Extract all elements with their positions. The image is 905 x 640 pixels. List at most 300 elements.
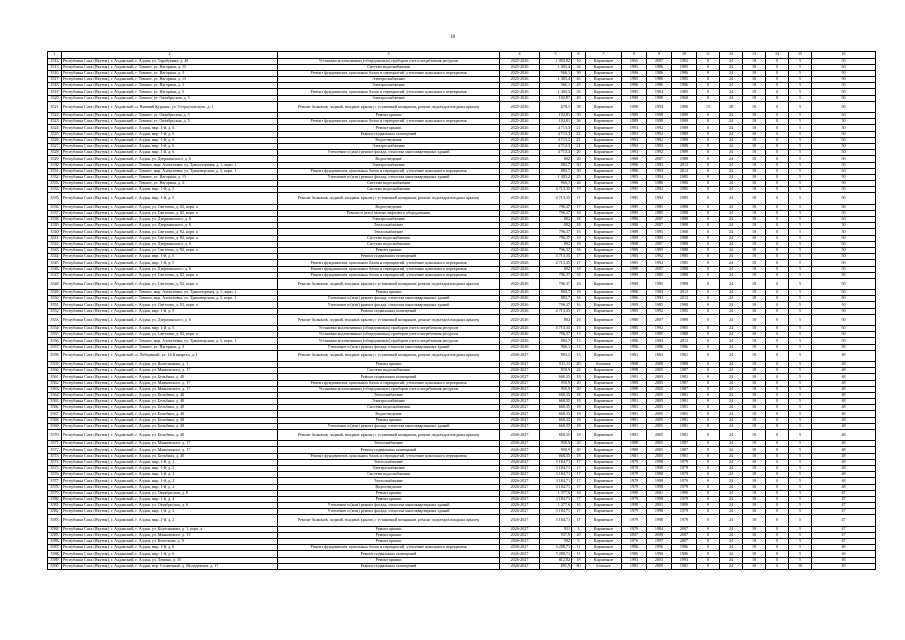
column-16-value: 50 bbox=[812, 58, 876, 64]
column-12-value: 24 bbox=[720, 308, 743, 314]
column-13-value: 18 bbox=[743, 332, 766, 338]
year-last-repair: 1989 bbox=[672, 131, 697, 137]
row-number: 3589 bbox=[48, 557, 62, 563]
cost-value: 4 713,3 bbox=[540, 125, 572, 131]
column-14-value: 0 bbox=[766, 350, 789, 361]
cost-value: 993,2 bbox=[540, 350, 572, 361]
house-address: Республика Саха (Якутия), г. Алданский, г. Алдан, ул. Дзержинского, д. 6 bbox=[62, 223, 278, 229]
year-commissioned: 2005 bbox=[647, 374, 672, 380]
column-16-value: 48 bbox=[812, 465, 876, 471]
column-6-value: 20 bbox=[572, 361, 586, 367]
column-14-value: 0 bbox=[766, 332, 789, 338]
column-12-value: 24 bbox=[720, 58, 743, 64]
house-address: Республика Саха (Якутия), г. Алданский, г. Алдан, мкр. 1-й, д. 2 bbox=[62, 472, 278, 478]
column-14-value: 0 bbox=[766, 496, 789, 502]
repair-work-type: Электроснабжение bbox=[278, 162, 500, 168]
column-number: 5 bbox=[540, 52, 572, 59]
row-number: 3570 bbox=[48, 430, 62, 441]
cost-value: 812,82 bbox=[540, 557, 572, 563]
repair-work-type: Ремонт балконов, лоджий, входных крылец с установкой козырьков, ремонт подъездов входных крылец bbox=[278, 314, 500, 325]
column-14-value: 0 bbox=[766, 272, 789, 278]
year-last-repair: 1981 bbox=[672, 411, 697, 417]
repair-period: 2025-2026 bbox=[500, 210, 540, 216]
column-12-value: 24 bbox=[720, 405, 743, 411]
column-11-value: 0 bbox=[697, 193, 720, 204]
column-15-value: 5 bbox=[789, 539, 812, 545]
year-built: 1979 bbox=[622, 459, 647, 465]
row-number: 3529 bbox=[48, 156, 62, 162]
house-address: Республика Саха (Якутия), г. Алданский, г. Алдан, ул. Кочеткова, д. 9 bbox=[62, 539, 278, 545]
house-address: Республика Саха (Якутия), г. Алданский, г. Алдан, мкр. 1-й, д. 2 bbox=[62, 459, 278, 465]
column-14-value: 0 bbox=[766, 204, 789, 210]
year-commissioned: 1998 bbox=[647, 119, 672, 125]
repair-period: 2025-2026 bbox=[500, 181, 540, 187]
year-built: 1988 bbox=[622, 314, 647, 325]
wall-material: Кирпичное bbox=[586, 399, 622, 405]
column-12-value: 24 bbox=[720, 503, 743, 509]
repair-work-type: Ремонт подвальных помещений bbox=[278, 254, 500, 260]
row-number: 3571 bbox=[48, 441, 62, 447]
year-commissioned: 1986 bbox=[647, 344, 672, 350]
year-last-repair: 1993 bbox=[672, 557, 697, 563]
year-commissioned: 2005 bbox=[647, 405, 672, 411]
column-15-value: 5 bbox=[789, 204, 812, 210]
wall-material: Кирпичное bbox=[586, 77, 622, 83]
house-address: Республика Саха (Якутия), г. Алданский, г. Алдан, мкр. 1-й, д. 6 bbox=[62, 125, 278, 131]
column-11-value: 0 bbox=[697, 89, 720, 95]
year-last-repair: 1988 bbox=[672, 217, 697, 223]
repair-work-type: Ремонт крыши bbox=[278, 290, 500, 296]
column-6-value: 17 bbox=[572, 509, 586, 515]
repair-period: 2025-2026 bbox=[500, 217, 540, 223]
column-11-value: 0 bbox=[697, 77, 720, 83]
repair-period: 2025-2026 bbox=[500, 131, 540, 137]
column-16-value: 50 bbox=[812, 308, 876, 314]
year-commissioned: 1996 bbox=[647, 551, 672, 557]
column-15-value: 5 bbox=[789, 532, 812, 538]
column-15-value: 5 bbox=[789, 266, 812, 272]
column-11-value: 0 bbox=[697, 131, 720, 137]
column-14-value: 0 bbox=[766, 563, 789, 569]
year-built: 1979 bbox=[622, 496, 647, 502]
year-built: 1989 bbox=[622, 247, 647, 253]
house-address: Республика Саха (Якутия), г. Алданский, г. Томмот, ул. Нагорная, д. 15 bbox=[62, 64, 278, 70]
year-built: 1986 bbox=[622, 70, 647, 76]
column-13-value: 18 bbox=[743, 272, 766, 278]
column-13-value: 18 bbox=[743, 539, 766, 545]
column-11-value: 0 bbox=[697, 272, 720, 278]
column-6-value: 16 bbox=[572, 247, 586, 253]
column-6-value: 16 bbox=[572, 296, 586, 302]
row-number: 3542 bbox=[48, 241, 62, 247]
column-16-value: 48 bbox=[812, 386, 876, 392]
repair-work-type: Ремонт фундаментов, цокольных балок и перекрытий, утепление цокольного перекрытия bbox=[278, 272, 500, 278]
repair-period: 2025-2026 bbox=[500, 254, 540, 260]
column-16-value: 47 bbox=[812, 496, 876, 502]
column-number: 13 bbox=[743, 52, 766, 59]
repair-period: 2025-2026 bbox=[500, 174, 540, 180]
column-12-value: 24 bbox=[720, 386, 743, 392]
year-built: 1979 bbox=[622, 484, 647, 490]
cost-value: 3 184,71 bbox=[540, 465, 572, 471]
column-14-value: 0 bbox=[766, 447, 789, 453]
column-15-value: 5 bbox=[789, 392, 812, 398]
column-6-value: 17 bbox=[572, 260, 586, 266]
year-last-repair: 1985 bbox=[672, 64, 697, 70]
column-11-value: 0 bbox=[697, 459, 720, 465]
row-number: 3539 bbox=[48, 223, 62, 229]
repair-work-type: Система водоснабжения bbox=[278, 405, 500, 411]
column-11-value: 0 bbox=[697, 278, 720, 289]
column-14-value: 0 bbox=[766, 137, 789, 143]
repair-work-type: Теплоснабжение bbox=[278, 223, 500, 229]
column-15-value: 5 bbox=[789, 125, 812, 131]
year-last-repair: 1981 bbox=[672, 430, 697, 441]
row-number: 3562 bbox=[48, 380, 62, 386]
column-12-value: 24 bbox=[720, 338, 743, 344]
column-13-value: 18 bbox=[743, 143, 766, 149]
column-12-value: 24 bbox=[720, 557, 743, 563]
repair-work-type: Система водоснабжения bbox=[278, 241, 500, 247]
column-6-value: 18 bbox=[572, 217, 586, 223]
row-number: 3549 bbox=[48, 290, 62, 296]
wall-material: Кирпичное bbox=[586, 515, 622, 526]
column-13-value: 18 bbox=[743, 58, 766, 64]
cost-value: 192,81 bbox=[540, 113, 572, 119]
column-15-value: 10 bbox=[789, 563, 812, 569]
cost-value: 884,7 bbox=[540, 338, 572, 344]
repair-period: 2026-2027 bbox=[500, 459, 540, 465]
column-14-value: 0 bbox=[766, 374, 789, 380]
column-15-value: 5 bbox=[789, 210, 812, 216]
repair-period: 2026-2027 bbox=[500, 563, 540, 569]
column-6-value: 16 bbox=[572, 241, 586, 247]
year-commissioned: 1986 bbox=[647, 70, 672, 76]
year-commissioned: 2005 bbox=[647, 447, 672, 453]
wall-material: Кирпичное bbox=[586, 168, 622, 174]
column-13-value: 18 bbox=[743, 247, 766, 253]
row-number: 3528 bbox=[48, 150, 62, 156]
cost-value: 950,9 bbox=[540, 386, 572, 392]
column-number: 8 bbox=[622, 52, 647, 59]
column-6-value: 16 bbox=[572, 235, 586, 241]
wall-material: Кирпичное bbox=[586, 89, 622, 95]
year-built: 1993 bbox=[622, 557, 647, 563]
column-11-value: 0 bbox=[697, 235, 720, 241]
repair-period: 2026-2027 bbox=[500, 465, 540, 471]
repair-period: 2026-2027 bbox=[500, 423, 540, 429]
column-16-value: 48 bbox=[812, 478, 876, 484]
column-6-value: 19 bbox=[572, 187, 586, 193]
repair-period: 2025-2026 bbox=[500, 193, 540, 204]
column-11-value: 0 bbox=[697, 411, 720, 417]
row-number: 3572 bbox=[48, 447, 62, 453]
wall-material: Кирпичное bbox=[586, 417, 622, 423]
year-commissioned: 2007 bbox=[647, 156, 672, 162]
column-12-value: 24 bbox=[720, 210, 743, 216]
column-6-value: 38 bbox=[572, 101, 586, 112]
column-12-value: 24 bbox=[720, 411, 743, 417]
column-11-value: 0 bbox=[697, 58, 720, 64]
year-commissioned: 1993 bbox=[647, 168, 672, 174]
wall-material: Кирпичное bbox=[586, 187, 622, 193]
wall-material: Кирпичное bbox=[586, 423, 622, 429]
year-commissioned: 2007 bbox=[647, 314, 672, 325]
repair-period: 2026-2027 bbox=[500, 405, 540, 411]
column-13-value: 18 bbox=[743, 95, 766, 101]
column-16-value: 50 bbox=[812, 64, 876, 70]
column-13-value: 18 bbox=[743, 150, 766, 156]
wall-material: Кирпичное bbox=[586, 430, 622, 441]
year-commissioned: 1993 bbox=[647, 296, 672, 302]
wall-material: Кирпичное bbox=[586, 204, 622, 210]
house-address: Республика Саха (Якутия), г. Алданский, г. Алдан, мкр. 1-й, д. 2 bbox=[62, 465, 278, 471]
wall-material: Кирпичное bbox=[586, 119, 622, 125]
column-11-value: 0 bbox=[697, 150, 720, 156]
table-row bbox=[48, 260, 876, 266]
column-11-value: 0 bbox=[697, 484, 720, 490]
wall-material: Кирпичное bbox=[586, 58, 622, 64]
year-built: 1986 bbox=[622, 545, 647, 551]
column-11-value: 0 bbox=[697, 557, 720, 563]
column-6-value: 13 bbox=[572, 338, 586, 344]
year-last-repair: 2007 bbox=[672, 532, 697, 538]
wall-material: Кирпичное bbox=[586, 223, 622, 229]
column-15-value: 5 bbox=[789, 459, 812, 465]
column-11-value: 0 bbox=[697, 338, 720, 344]
year-commissioned: 2007 bbox=[647, 266, 672, 272]
column-12-value: 24 bbox=[720, 272, 743, 278]
row-number: 3550 bbox=[48, 296, 62, 302]
column-13-value: 18 bbox=[743, 405, 766, 411]
year-last-repair: 1988 bbox=[672, 272, 697, 278]
row-number: 3521 bbox=[48, 101, 62, 112]
repair-work-type: Утепление и (или) ремонт фасада, отмостка многоквартирных зданий bbox=[278, 302, 500, 308]
wall-material: Кирпичное bbox=[586, 503, 622, 509]
year-built: 1981 bbox=[622, 417, 647, 423]
column-6-value: 18 bbox=[572, 411, 586, 417]
row-number: 3522 bbox=[48, 113, 62, 119]
repair-work-type: Ремонт балконов, лоджий, входных крылец с установкой козырьков, ремонт подъездов входных крылец bbox=[278, 515, 500, 526]
house-address: Республика Саха (Якутия), г. Алданский, г. Алдан, пер. Солнечный, д. Молодёжная, д. 17 bbox=[62, 563, 278, 569]
repair-work-type: Электроснабжение bbox=[278, 399, 500, 405]
cost-value: 802 bbox=[540, 241, 572, 247]
column-12-value: 24 bbox=[720, 417, 743, 423]
column-11-value: 0 bbox=[697, 551, 720, 557]
year-commissioned: 1986 bbox=[647, 77, 672, 83]
column-6-value: 16 bbox=[572, 278, 586, 289]
repair-work-type: Ремонт балконов, лоджий, входных крылец с установкой козырьков, ремонт подъездов входных крылец bbox=[278, 430, 500, 441]
column-15-value: 5 bbox=[789, 503, 812, 509]
cost-value: 1 403,4 bbox=[540, 77, 572, 83]
column-14-value: 0 bbox=[766, 83, 789, 89]
cost-value: 4 713,35 bbox=[540, 326, 572, 332]
year-last-repair: 1981 bbox=[672, 563, 697, 569]
year-built: 1985 bbox=[622, 193, 647, 204]
column-16-value: 47 bbox=[812, 503, 876, 509]
column-13-value: 18 bbox=[743, 326, 766, 332]
column-6-value: 16 bbox=[572, 490, 586, 496]
repair-period: 2026-2027 bbox=[500, 484, 540, 490]
cost-value: 966,1 bbox=[540, 344, 572, 350]
wall-material: Блочное bbox=[586, 361, 622, 367]
year-commissioned: 1992 bbox=[647, 326, 672, 332]
year-commissioned: 2005 bbox=[647, 453, 672, 459]
cost-value: 3 184,71 bbox=[540, 496, 572, 502]
repair-period: 2026-2027 bbox=[500, 368, 540, 374]
repair-work-type: Ремонт крыши bbox=[278, 125, 500, 131]
column-number: 1 bbox=[48, 52, 62, 59]
cost-value: 4 713,35 bbox=[540, 254, 572, 260]
column-15-value: 5 bbox=[789, 113, 812, 119]
year-commissioned: 2005 bbox=[647, 430, 672, 441]
house-address: Республика Саха (Якутия), г. Алданский, г. Алдан, ул. Бельбика, д. 40 bbox=[62, 411, 278, 417]
column-12-value: 24 bbox=[720, 350, 743, 361]
repair-period: 2025-2026 bbox=[500, 314, 540, 325]
column-15-value: 5 bbox=[789, 338, 812, 344]
year-built: 1986 bbox=[622, 83, 647, 89]
column-11-value: 0 bbox=[697, 503, 720, 509]
year-commissioned: 1998 bbox=[647, 459, 672, 465]
column-12-value: 24 bbox=[720, 374, 743, 380]
column-12-value: 24 bbox=[720, 545, 743, 551]
column-13-value: 18 bbox=[743, 89, 766, 95]
column-11-value: 0 bbox=[697, 119, 720, 125]
repair-work-type: Водоотведение bbox=[278, 484, 500, 490]
column-14-value: 0 bbox=[766, 368, 789, 374]
column-13-value: 18 bbox=[743, 478, 766, 484]
cost-value: 796,37 bbox=[540, 332, 572, 338]
column-12-value: 24 bbox=[720, 95, 743, 101]
column-13-value: 18 bbox=[743, 302, 766, 308]
row-number: 3588 bbox=[48, 551, 62, 557]
repair-period: 2025-2026 bbox=[500, 326, 540, 332]
house-address: Республика Саха (Якутия), г. Алданский, г. Алдан, мкр. 1-й, д. 5 bbox=[62, 193, 278, 204]
repair-work-type: Ремонт балконов, лоджий, входных крылец с установкой козырьков, ремонт подъездов входных крылец bbox=[278, 278, 500, 289]
column-15-value: 5 bbox=[789, 77, 812, 83]
column-12-value: 24 bbox=[720, 515, 743, 526]
repair-work-type: Ремонт крыши bbox=[278, 361, 500, 367]
column-16-value: 48 bbox=[812, 374, 876, 380]
column-16-value: 50 bbox=[812, 125, 876, 131]
column-12-value: 24 bbox=[720, 459, 743, 465]
column-11-value: 0 bbox=[697, 156, 720, 162]
column-13-value: 18 bbox=[743, 70, 766, 76]
column-6-value: 16 bbox=[572, 210, 586, 216]
year-commissioned: 1985 bbox=[647, 278, 672, 289]
row-number: 3573 bbox=[48, 453, 62, 459]
repair-work-type: Водоотведение bbox=[278, 137, 500, 143]
house-address: Республика Саха (Якутия), г. Алданский, г. Алдан, мкр. 1-й, д. 5 bbox=[62, 254, 278, 260]
repair-work-type: Утепление и (или) ремонт фасада, отмостка многоквартирных зданий bbox=[278, 174, 500, 180]
repair-work-type: Утепление и (или) ремонт фасада, отмостка многоквартирных зданий bbox=[278, 344, 500, 350]
column-12-value: 24 bbox=[720, 150, 743, 156]
wall-material: Кирпичное bbox=[586, 496, 622, 502]
column-number: 16 bbox=[812, 52, 876, 59]
repair-work-type: Ремонт крыши bbox=[278, 417, 500, 423]
wall-material: Кирпичное bbox=[586, 453, 622, 459]
cost-value: 668,35 bbox=[540, 411, 572, 417]
column-15-value: 5 bbox=[789, 374, 812, 380]
column-15-value: 5 bbox=[789, 308, 812, 314]
column-12-value: 24 bbox=[720, 526, 743, 532]
column-11-value: 0 bbox=[697, 181, 720, 187]
column-13-value: 18 bbox=[743, 131, 766, 137]
column-11-value: 0 bbox=[697, 386, 720, 392]
column-11-value: 0 bbox=[697, 361, 720, 367]
house-address: Республика Саха (Якутия), г. Алданский, г. Томмот, мкр. Алексеевка, ул. Трансверсная, д. 5, корп. 1 bbox=[62, 168, 278, 174]
column-14-value: 0 bbox=[766, 532, 789, 538]
year-built: 1985 bbox=[622, 64, 647, 70]
wall-material: Кирпичное bbox=[586, 332, 622, 338]
year-last-repair: 1985 bbox=[672, 89, 697, 95]
column-13-value: 18 bbox=[743, 187, 766, 193]
year-last-repair: 1965 bbox=[672, 58, 697, 64]
cost-value: 796,37 bbox=[540, 204, 572, 210]
repair-period: 2025-2026 bbox=[500, 278, 540, 289]
cost-value: 902 bbox=[540, 539, 572, 545]
year-built: 1989 bbox=[622, 278, 647, 289]
column-14-value: 0 bbox=[766, 557, 789, 563]
year-last-repair: 1987 bbox=[672, 386, 697, 392]
repair-period: 2025-2026 bbox=[500, 95, 540, 101]
column-13-value: 18 bbox=[743, 278, 766, 289]
repair-period: 2025-2026 bbox=[500, 119, 540, 125]
column-11-value: 0 bbox=[697, 143, 720, 149]
column-6-value: 17 bbox=[572, 459, 586, 465]
column-15-value: 5 bbox=[789, 417, 812, 423]
year-last-repair: 1979 bbox=[672, 459, 697, 465]
year-commissioned: 1992 bbox=[647, 260, 672, 266]
column-14-value: 0 bbox=[766, 260, 789, 266]
column-number: 2 bbox=[62, 52, 278, 59]
year-last-repair: 1988 bbox=[672, 332, 697, 338]
column-6-value: 18 bbox=[572, 266, 586, 272]
column-6-value: 20 bbox=[572, 532, 586, 538]
repair-period: 2025-2026 bbox=[500, 260, 540, 266]
repair-period: 2025-2026 bbox=[500, 223, 540, 229]
repair-work-type: Ремонт фундаментов, цокольных балок и перекрытий, утепление цокольного перекрытия bbox=[278, 266, 500, 272]
column-16-value: 48 bbox=[812, 380, 876, 386]
column-11-value: 0 bbox=[697, 526, 720, 532]
column-6-value: 17 bbox=[572, 496, 586, 502]
column-16-value: 50 bbox=[812, 156, 876, 162]
year-commissioned: 2005 bbox=[647, 380, 672, 386]
cost-value: 884,7 bbox=[540, 296, 572, 302]
year-built: 1989 bbox=[622, 113, 647, 119]
column-14-value: 0 bbox=[766, 308, 789, 314]
column-number: 11 bbox=[697, 52, 720, 59]
year-commissioned: 1998 bbox=[647, 465, 672, 471]
column-15-value: 5 bbox=[789, 241, 812, 247]
year-commissioned: 1998 bbox=[647, 472, 672, 478]
house-address: Республика Саха (Якутия), г. Алданский, г. Алдан, ул. Бельбика, д. 40 bbox=[62, 374, 278, 380]
year-commissioned: 2005 bbox=[647, 368, 672, 374]
repair-work-type: Электроснабжение bbox=[278, 77, 500, 83]
house-address: Республика Саха (Якутия), г. Алданский, г. Алдан, ул. Дзержинского, д. 6 bbox=[62, 314, 278, 325]
repair-work-type: Установка коллективных (общедомовых) приборов учета потребления ресурсов bbox=[278, 338, 500, 344]
column-16-value: 47 bbox=[812, 490, 876, 496]
column-11-value: 0 bbox=[697, 229, 720, 235]
wall-material: Кирпичное bbox=[586, 526, 622, 532]
wall-material: Кирпичное bbox=[586, 532, 622, 538]
column-15-value: 5 bbox=[789, 247, 812, 253]
column-13-value: 18 bbox=[743, 441, 766, 447]
column-15-value: 5 bbox=[789, 254, 812, 260]
row-number: 3531 bbox=[48, 168, 62, 174]
year-commissioned: 2007 bbox=[647, 223, 672, 229]
cost-value: 796,37 bbox=[540, 272, 572, 278]
